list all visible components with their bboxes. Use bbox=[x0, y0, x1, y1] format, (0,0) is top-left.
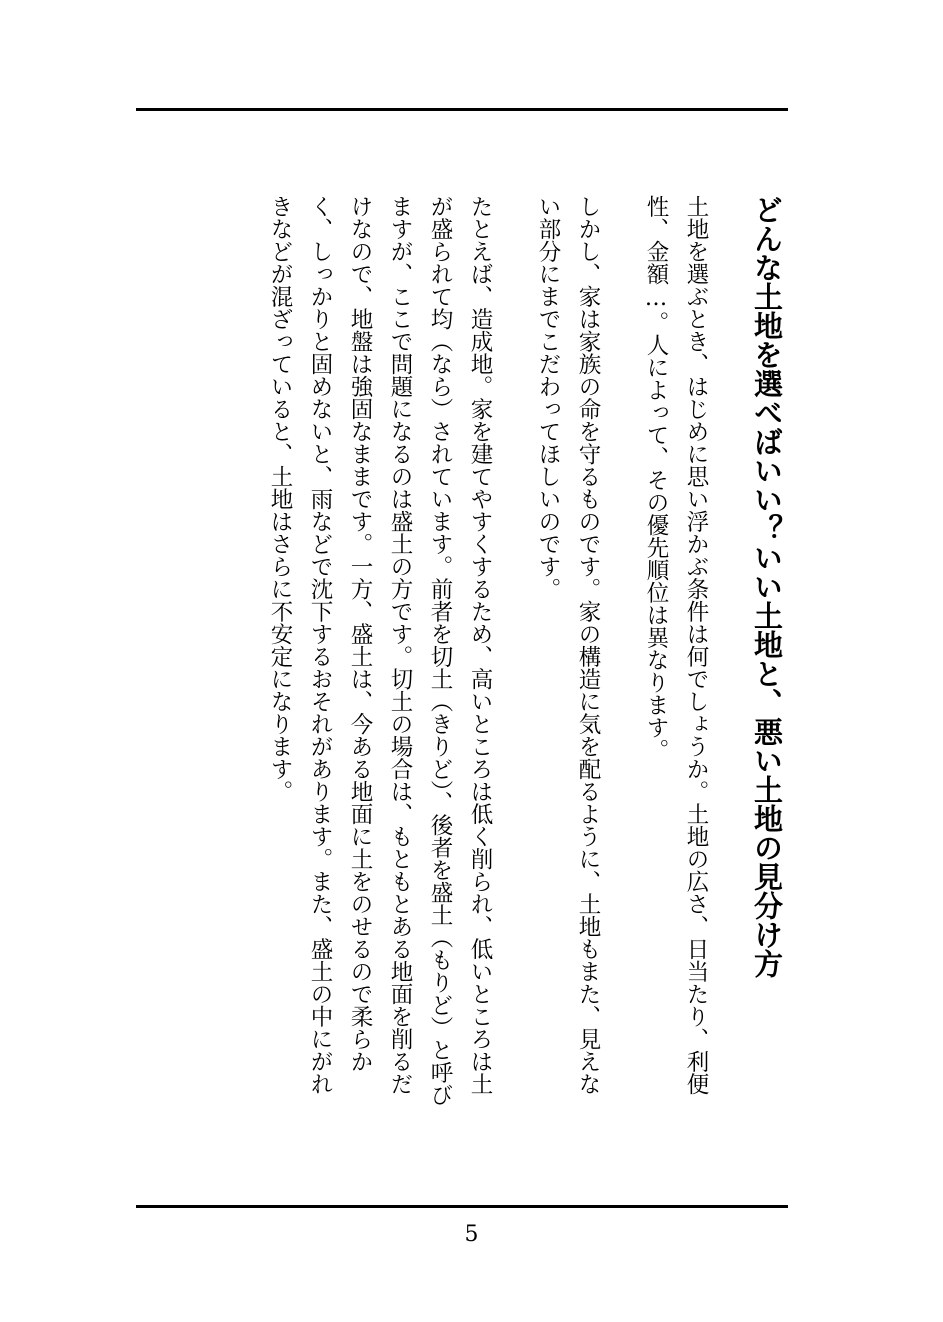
page-number: 5 bbox=[464, 1222, 479, 1247]
top-rule bbox=[136, 108, 788, 111]
paragraph-3: たとえば、造成地。家を建てやすくするため、高いところは低く削られ、低いところは土が盛られて均（なら）されています。前者を切土（きりど）、後者を盛土（もりど）と呼びますが、ここで問題になるのは盛土の方です。切土の場合は、もともとある地面を削るだけなので、地盤は強固なままです。一方、盛土は、今ある地面に土をのせるので柔らかく、しっかりと固めないと、雨などで沈下するおそれがあります。また、盛土の中にがれきなどが混ざっていると、土地はさらに不安定になります。 bbox=[267, 195, 493, 1107]
section-heading: どんな土地を選べばいい？いい土地と、悪い土地の見分け方 bbox=[750, 195, 784, 978]
bottom-rule bbox=[136, 1205, 788, 1208]
paragraph-2: しかし、家は家族の命を守るものです。家の構造に気を配るように、土地もまた、見えない部分にまでこだわってほしいのです。 bbox=[535, 195, 601, 1095]
vertical-text-body bbox=[150, 195, 790, 1115]
paragraph-1: 土地を選ぶとき、はじめに思い浮かぶ条件は何でしょうか。土地の広さ、日当たり、利便性、金額…。人によって、その優先順位は異なります。 bbox=[643, 195, 709, 1095]
